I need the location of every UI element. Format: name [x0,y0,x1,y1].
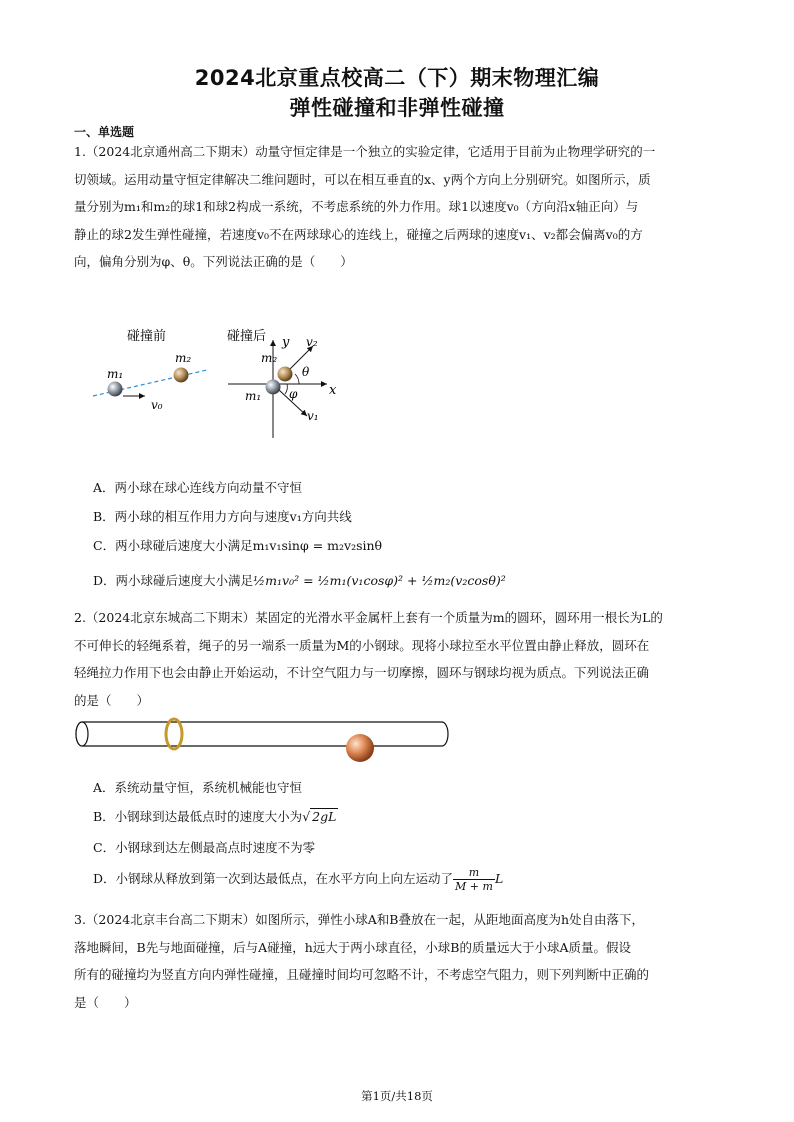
fraction-numerator: m [453,866,495,880]
page-number: 第1页/共18页 [361,1089,433,1103]
v2-label: v₂ [306,335,318,349]
q2-option-b-prefix: B．小钢球到达最低点时的速度大小为 [93,809,303,824]
fraction-denominator: M + m [455,880,493,893]
question-1-line: 量分别为m₁和m₂的球1和球2构成一系统，不考虑系统的外力作用。球1以速度v₀（方向沿x轴正向）与 [74,199,639,214]
section-heading: 一、单选题 [74,125,135,139]
steel-ball [346,734,374,762]
question-3-stem [74,906,724,1016]
q2-option-d [93,866,503,893]
question-3-line: 是（ ） [74,994,137,1010]
theta-label: θ [302,365,310,379]
y-axis-label: y [282,335,290,350]
question-1-line: 切领域。运用动量守恒定律解决二维问题时，可以在相互垂直的x、y两个方向上分别研究。如图所示，质 [74,171,651,187]
question-1-stem [74,138,724,276]
m1-label-after: m₁ [245,389,262,403]
q2-option-d-fraction [453,866,495,893]
ball-2 [174,368,189,383]
v0-label: v₀ [151,398,163,412]
q2-option-d-prefix: D．小钢球从释放到第一次到达最低点，在水平方向上向左运动了 [93,871,454,886]
question-1-line: 1.（2024北京通州高二下期末）动量守恒定律是一个独立的实验定律，它适用于目前为止物理学研究的一 [74,144,656,159]
phi-arc [285,384,287,394]
ball-1 [108,382,123,397]
after-label: 碰撞后 [227,329,267,344]
rod-end [76,722,88,746]
theta-arc [295,374,299,384]
q1-option-b: B．两小球的相互作用力方向与速度v₁方向共线 [93,509,352,524]
q2-option-b: B．小钢球到达最低点时的速度大小为√ 2gL [93,809,337,824]
q1-option-a: A．两小球在球心连线方向动量不守恒 [93,480,303,495]
metal-rod [76,722,448,746]
q2-option-a: A．系统动量守恒，系统机械能也守恒 [93,780,303,795]
before-label: 碰撞前 [127,329,167,344]
question-2-line: 不可伸长的轻绳系着，绳子的另一端系一质量为M的小钢球。现将小球拉至水平位置由静止释放，圆环在 [74,637,650,653]
question-3-line: 落地瞬间，B先与地面碰撞，后与A碰撞，h远大于两小球直径，小球B的质量远大于小球A质量。假设 [74,939,631,955]
q2-option-c: C．小钢球到达左侧最高点时速度不为零 [93,840,316,855]
phi-label: φ [289,387,298,401]
question-2-line: 2.（2024北京东城高二下期末）某固定的光滑水平金属杆上套有一个质量为m的圆环，圆环用一根长为L的 [74,610,663,625]
question-2-line: 的是（ ） [74,692,150,708]
q1-option-d-formula: ½m₁v₀² = ½m₁(v₁cosφ)² + ½m₂(v₂cosθ)² [253,573,506,588]
q1-option-c: C．两小球碰后速度大小满足m₁v₁sinφ = m₂v₂sinθ [93,538,383,553]
question-3-line: 3.（2024北京丰台高二下期末）如图所示，弹性小球A和B叠放在一起，从距地面高度为h处自由落下， [74,912,645,927]
q2-option-b-formula: 2gL [312,809,337,824]
m2-label: m₂ [175,351,192,365]
m1-label: m₁ [107,367,124,381]
page-subtitle: 弹性碰撞和非弹性碰撞 [289,96,505,120]
question-3-line: 所有的碰撞均为竖直方向内弹性碰撞，且碰撞时间均可忽略不计，不考虑空气阻力，则下列判断中正确的 [74,967,650,982]
question-2-line: 轻绳拉力作用下也会由静止开始运动，不计空气阻力与一切摩擦，圆环与钢球均视为质点。下列说法正确 [74,665,650,680]
q2-option-d-suffix: L [494,871,504,886]
page-title: 2024北京重点校高二（下）期末物理汇编 [194,66,600,90]
ball-2-after [278,367,293,382]
question-2-stem [74,604,724,714]
ball-1-after [266,380,281,395]
rod-ring-ball-diagram [70,716,460,768]
q1-option-d-prefix: D．两小球碰后速度大小满足 [93,573,254,588]
q1-option-d [93,571,506,589]
m2-label-after: m₂ [261,351,278,365]
v1-label: v₁ [307,409,319,423]
x-axis-label: x [329,383,337,398]
collision-diagram [85,318,365,448]
question-1-line: 静止的球2发生弹性碰撞，若速度v₀不在两球球心的连线上，碰撞之后两球的速度v₁、v₂都会偏离v₀的方 [74,226,643,242]
question-1-line: 向，偏角分别为φ、θ。下列说法正确的是（ ） [74,254,353,269]
